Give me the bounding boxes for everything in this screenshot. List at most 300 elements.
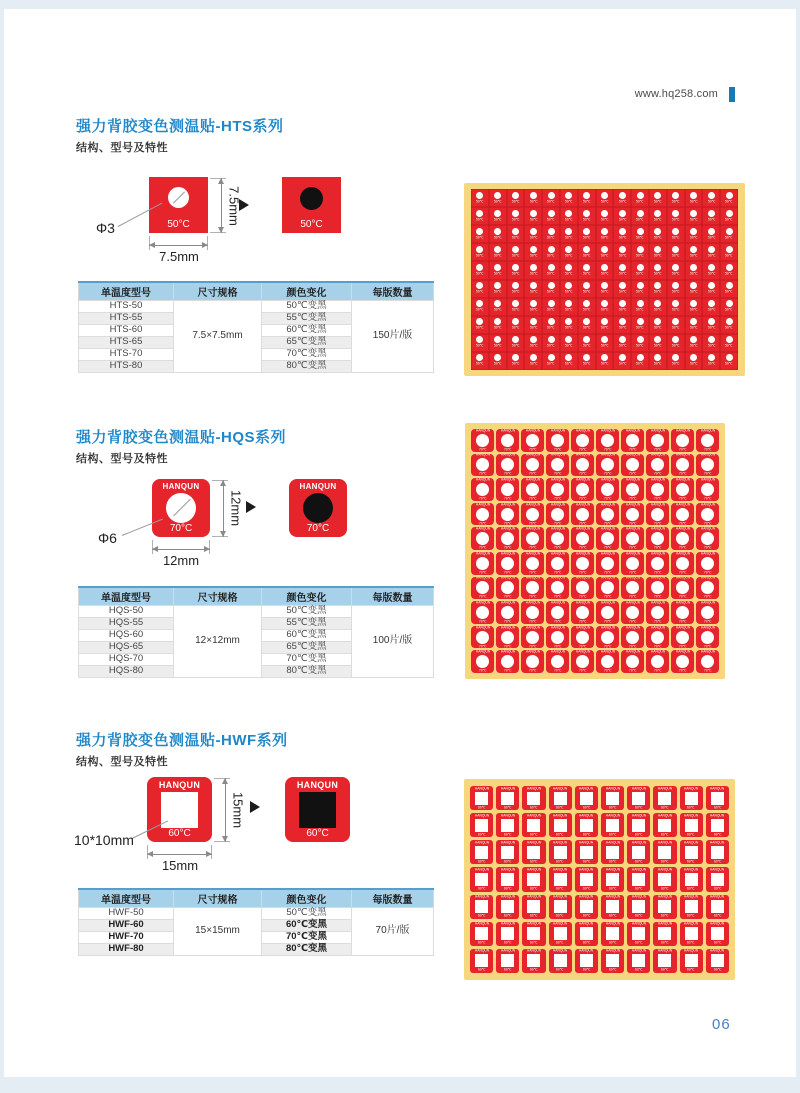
sticker-cell-temp: 70℃: [678, 448, 687, 452]
sticker-cell-temp: 70℃: [703, 669, 712, 673]
sticker-cell-temp: 50℃: [689, 308, 698, 312]
sticker-cell-window: [672, 192, 679, 199]
sticker-cell: [471, 225, 489, 243]
sticker-cell-temp: 50℃: [547, 236, 555, 240]
sticker-cell-brand: HANQUN: [657, 814, 673, 818]
sticker-cell-temp: 50℃: [494, 217, 502, 222]
sticker-cell-temp: 60℃: [687, 914, 695, 918]
sticker-cell: [496, 601, 519, 624]
sticker-cell: [596, 261, 614, 279]
sticker-cell-window: [565, 300, 572, 307]
sticker-cell-temp: 50℃: [672, 344, 680, 348]
qty-cell: 100片/版: [352, 605, 434, 677]
color-change-cell: 55℃变黑: [262, 617, 352, 629]
sticker-cell: [496, 454, 519, 477]
sticker-cell-window: [708, 354, 715, 361]
sticker-cell: [601, 786, 624, 810]
sticker-cell-brand: HANQUN: [625, 601, 640, 605]
sticker-cell-temp: 70℃: [528, 644, 537, 649]
qty-cell: 150片/版: [352, 300, 434, 372]
sticker-cell-temp: 70℃: [603, 571, 612, 575]
column-header: 尺寸规格: [174, 587, 262, 605]
sticker-cell-window: [583, 210, 590, 217]
sticker-cell-temp: 70℃: [478, 521, 487, 526]
sticker-cell-window: [651, 606, 664, 619]
sticker-cell-window: [601, 557, 614, 570]
sticker-cell: [496, 478, 519, 501]
sticker-cell-temp: 70℃: [703, 472, 712, 477]
sticker-cell: [653, 949, 676, 973]
sticker-cell-window: [476, 532, 489, 545]
spec-table-hts: [78, 281, 434, 373]
sticker-cell-window: [601, 458, 614, 471]
sticker-cell-window: [626, 655, 639, 668]
sticker-cell: [522, 786, 545, 810]
sticker-cell-window: [548, 336, 555, 343]
sticker-cell-window: [501, 606, 514, 619]
sticker-cell-window: [554, 954, 567, 967]
sticker-cell-temp: 70℃: [553, 472, 562, 477]
sticker-cell-window: [530, 210, 537, 217]
sticker-cell: [522, 949, 545, 973]
sticker-cell-temp: 60℃: [504, 887, 512, 891]
column-header: 颜色变化: [262, 282, 352, 300]
sticker-cell-temp: 50℃: [476, 308, 484, 312]
sticker-cell-window: [690, 336, 697, 343]
sticker-cell-brand: HANQUN: [475, 429, 490, 433]
sticker-cell-window: [551, 532, 564, 545]
sticker-cell-brand: HANQUN: [475, 552, 490, 556]
sticker-cell-temp: 50℃: [565, 272, 573, 276]
sticker-cell-brand: HANQUN: [625, 527, 640, 531]
sticker-cell-window: [530, 228, 537, 235]
sticker-cell-window: [494, 264, 501, 271]
sticker-cell-brand: HANQUN: [650, 502, 665, 507]
table-head: [79, 889, 434, 907]
sticker-cell-temp: 50℃: [636, 326, 644, 330]
sticker-cell-brand: HANQUN: [526, 841, 542, 845]
sticker-cell-temp: 50℃: [707, 362, 715, 367]
sticker-cell-temp: 50℃: [583, 362, 591, 367]
table-row: [79, 907, 434, 919]
sticker-cell-temp: 50℃: [689, 236, 698, 240]
hqs-brand-label: HANQUN: [162, 482, 200, 491]
sticker-cell-brand: HANQUN: [700, 502, 715, 507]
hwf-sticker-before: [147, 777, 212, 842]
sticker-cell-brand: HANQUN: [553, 814, 568, 818]
sticker-cell-window: [601, 655, 614, 668]
sticker-cell: [613, 316, 631, 334]
sticker-cell: [549, 949, 572, 973]
sticker-cell-temp: 70℃: [653, 497, 662, 501]
sticker-cell-temp: 70℃: [478, 620, 487, 624]
sticker-cell-window: [576, 631, 589, 644]
sticker-cell-brand: HANQUN: [625, 625, 640, 630]
sticker-cell-window: [501, 458, 514, 471]
color-change-cell: 50℃变黑: [262, 605, 352, 617]
spec-table-hqs: [78, 586, 434, 678]
sticker-cell-brand: HANQUN: [700, 478, 715, 482]
sticker-cell-brand: HANQUN: [684, 949, 699, 954]
sticker-cell-temp: 50℃: [725, 290, 733, 294]
sticker-cell-window: [551, 434, 564, 447]
sticker-cell-temp: 50℃: [529, 236, 537, 240]
sticker-cell-brand: HANQUN: [475, 576, 490, 581]
sticker-cell-brand: HANQUN: [625, 650, 640, 654]
sticker-cell-temp: 70℃: [603, 669, 612, 673]
column-header: 尺寸规格: [174, 282, 262, 300]
sticker-cell-temp: 70℃: [653, 595, 662, 600]
sticker-cell-temp: 60℃: [635, 941, 643, 945]
sticker-cell: [685, 298, 703, 316]
sticker-cell-window: [476, 336, 483, 343]
sticker-cell: [680, 840, 703, 864]
sticker-cell-brand: HANQUN: [675, 502, 690, 507]
sticker-cell-window: [501, 846, 514, 859]
sticker-cell: [471, 454, 494, 477]
sticker-cell-window: [658, 873, 671, 886]
sticker-cell: [649, 352, 667, 370]
sticker-cell-temp: 50℃: [476, 254, 484, 258]
sticker-cell-brand: HANQUN: [575, 650, 590, 654]
sticker-cell: [702, 334, 720, 352]
sticker-cell-temp: 50℃: [583, 308, 591, 312]
sticker-cell-window: [565, 228, 572, 235]
sticker-cell: [546, 601, 569, 624]
sticker-cell-window: [632, 846, 645, 859]
sticker-cell-temp: 70℃: [503, 644, 512, 649]
hts-sticker-temp-label-after: 50°C: [300, 219, 323, 230]
sticker-cell-temp: 70℃: [478, 546, 487, 550]
sticker-cell-brand: HANQUN: [475, 625, 490, 630]
sticker-cell: [578, 225, 596, 243]
sticker-cell: [627, 867, 650, 891]
sticker-cell-brand: HANQUN: [525, 453, 540, 458]
sticker-cell: [560, 225, 578, 243]
sticker-cell-brand: HANQUN: [700, 576, 715, 581]
sticker-cell: [720, 298, 738, 316]
sticker-cell-temp: 50℃: [636, 344, 644, 348]
sticker-cell-temp: 50℃: [600, 254, 609, 258]
sticker-cell-window: [551, 631, 564, 644]
sticker-cell-window: [685, 927, 698, 940]
sticker-cell-window: [685, 846, 698, 859]
sticker-cell: [646, 454, 669, 477]
sticker-cell: [507, 189, 525, 207]
sticker-cell-window: [530, 300, 537, 307]
sticker-cell: [549, 840, 572, 864]
sticker-cell: [627, 895, 650, 919]
sticker-cell: [571, 503, 594, 526]
sticker-cell-window: [726, 300, 733, 307]
sticker-cell-temp: 50℃: [654, 217, 662, 222]
sticker-cell: [496, 840, 519, 864]
sticker-cell-brand: HANQUN: [500, 895, 515, 899]
sticker-cell-window: [637, 192, 644, 199]
sticker-cell: [542, 243, 560, 261]
sticker-cell-temp: 60℃: [582, 941, 591, 945]
sticker-cell-window: [501, 581, 514, 594]
sticker-cell: [571, 429, 594, 452]
column-header: 单温度型号: [79, 889, 174, 907]
sticker-cell-window: [651, 458, 664, 471]
sticker-cell-temp: 50℃: [476, 272, 484, 276]
sticker-cell-temp: 50℃: [707, 236, 715, 240]
sticker-cell: [671, 429, 694, 452]
sticker-cell-temp: 70℃: [553, 546, 562, 550]
sticker-cell: [649, 225, 667, 243]
sticker-cell-brand: HANQUN: [500, 949, 515, 954]
sticker-cell-temp: 50℃: [476, 199, 484, 204]
sticker-cell-window: [651, 655, 664, 668]
sticker-cell-window: [676, 557, 689, 570]
sticker-cell: [521, 527, 544, 550]
sticker-cell-brand: HANQUN: [605, 868, 620, 872]
sticker-cell: [680, 895, 703, 919]
sticker-cell-temp: 60℃: [477, 860, 486, 864]
sticker-cell-window: [494, 246, 501, 253]
sticker-cell-temp: 70℃: [603, 472, 612, 477]
sticker-cell: [542, 352, 560, 370]
sticker-cell-brand: HANQUN: [525, 650, 540, 654]
sticker-cell-temp: 60℃: [687, 887, 695, 891]
sticker-cell-brand: HANQUN: [700, 601, 715, 605]
sticker-cell-temp: 50℃: [636, 362, 644, 367]
sticker-cell: [653, 922, 676, 946]
sticker-cell-window: [637, 318, 644, 325]
sticker-cell-temp: 50℃: [654, 236, 662, 240]
sticker-cell-window: [654, 336, 661, 343]
sticker-cell-window: [701, 557, 714, 570]
sticker-cell-temp: 50℃: [600, 362, 609, 367]
sticker-cell: [470, 813, 493, 837]
sticker-cell-brand: HANQUN: [579, 922, 594, 926]
sticker-cell-brand: HANQUN: [657, 895, 673, 899]
section-title-hts: 强力背胶变色测温贴-HTS系列: [76, 118, 284, 135]
sticker-cell-brand: HANQUN: [684, 922, 699, 926]
sticker-cell: [613, 334, 631, 352]
header-row: [79, 889, 434, 907]
sticker-cell-brand: HANQUN: [500, 868, 515, 872]
sticker-cell-brand: HANQUN: [650, 625, 665, 630]
sticker-cell-temp: 50℃: [583, 272, 591, 276]
sticker-cell-window: [551, 606, 564, 619]
sticker-cell-temp: 50℃: [618, 236, 626, 240]
sticker-cell-window: [711, 954, 724, 967]
sticker-cell-window: [637, 210, 644, 217]
sticker-cell-temp: 50℃: [565, 290, 573, 294]
sticker-cell-temp: 70℃: [478, 472, 487, 477]
sticker-cell-temp: 50℃: [654, 362, 662, 367]
model-cell: HQS-60: [79, 629, 174, 641]
sticker-cell: [601, 840, 624, 864]
sticker-cell: [560, 243, 578, 261]
sticker-cell-temp: 50℃: [529, 199, 537, 204]
sticker-cell-temp: 60℃: [530, 805, 538, 810]
sticker-cell-temp: 70℃: [653, 448, 662, 452]
hwf-brand-label: HANQUN: [158, 780, 201, 790]
sticker-cell-window: [658, 792, 671, 805]
sticker-cell: [542, 189, 560, 207]
table-head: [79, 282, 434, 300]
sticker-cell-brand: HANQUN: [631, 949, 646, 954]
sticker-cell-window: [701, 581, 714, 594]
header-row: [79, 587, 434, 605]
sticker-cell: [521, 601, 544, 624]
sticker-cell: [621, 527, 644, 550]
sticker-cell: [685, 316, 703, 334]
sticker-cell: [667, 280, 685, 298]
sticker-cell-window: [626, 458, 639, 471]
sticker-cell-temp: 50℃: [476, 290, 484, 294]
sticker-cell: [627, 786, 650, 810]
table-head: [79, 587, 434, 605]
sticker-cell: [649, 207, 667, 225]
sticker-cell-temp: 70℃: [603, 595, 612, 600]
sticker-cell: [596, 298, 614, 316]
sticker-cell: [706, 949, 729, 973]
sticker-cell-temp: 50℃: [583, 254, 591, 258]
sticker-cell-brand: HANQUN: [684, 814, 699, 818]
sticker-cell-window: [554, 792, 567, 805]
sticker-cell-temp: 60℃: [635, 833, 643, 837]
column-header: 每版数量: [352, 282, 434, 300]
sticker-cell-temp: 60℃: [661, 860, 669, 864]
sticker-cell-window: [476, 606, 489, 619]
sticker-cell-brand: HANQUN: [550, 527, 565, 531]
sticker-cell: [621, 577, 644, 600]
sticker-cell-window: [726, 192, 733, 199]
sticker-cell-window: [583, 300, 590, 307]
column-header: 颜色变化: [262, 587, 352, 605]
sticker-cell: [560, 298, 578, 316]
color-change-cell: 70℃变黑: [262, 348, 352, 360]
sticker-cell: [560, 316, 578, 334]
height-dimension-line: [223, 480, 224, 537]
sticker-cell: [696, 577, 719, 600]
sticker-cell-temp: 60℃: [687, 833, 695, 837]
sticker-cell-brand: HANQUN: [474, 949, 489, 954]
sticker-cell-window: [501, 792, 514, 805]
height-dimension-label: 7.5mm: [226, 186, 242, 226]
sticker-cell-temp: 50℃: [707, 272, 715, 276]
sticker-cell-temp: 70℃: [653, 644, 662, 649]
sticker-cell: [621, 626, 644, 649]
sticker-cell-temp: 70℃: [553, 644, 562, 649]
hqs-sticker-before: [152, 479, 210, 537]
sticker-cell: [471, 334, 489, 352]
sticker-cell: [546, 503, 569, 526]
sticker-cell: [631, 298, 649, 316]
sticker-cell-temp: 60℃: [556, 941, 564, 945]
sticker-cell-brand: HANQUN: [700, 527, 715, 531]
sticker-cell-temp: 60℃: [635, 968, 643, 973]
sticker-cell: [575, 786, 598, 810]
sticker-cell-window: [548, 192, 555, 199]
sticker-cell-window: [580, 900, 593, 913]
sticker-cell-window: [526, 606, 539, 619]
sticker-cell: [621, 552, 644, 575]
sticker-cell-temp: 70℃: [653, 620, 662, 624]
sticker-cell: [596, 527, 619, 550]
sticker-cell-window: [548, 300, 555, 307]
sticker-cell-window: [626, 434, 639, 447]
sticker-cell: [596, 650, 619, 673]
sticker-cell-temp: 50℃: [672, 217, 680, 222]
sticker-cell-temp: 70℃: [703, 448, 712, 452]
sticker-cell: [522, 840, 545, 864]
sticker-cell-brand: HANQUN: [500, 527, 515, 531]
sticker-cell-temp: 60℃: [477, 941, 486, 945]
sticker-cell-brand: HANQUN: [553, 786, 568, 791]
sticker-cell-window: [726, 210, 733, 217]
sticker-cell-temp: 50℃: [672, 308, 680, 312]
sticker-cell-brand: HANQUN: [650, 453, 665, 458]
sticker-cell: [596, 429, 619, 452]
sticker-cell-window: [690, 192, 697, 199]
sticker-cell: [489, 352, 507, 370]
sticker-cell: [667, 298, 685, 316]
sticker-cell: [631, 352, 649, 370]
sticker-cell-window: [626, 631, 639, 644]
sticker-cell-brand: HANQUN: [553, 841, 568, 845]
sticker-cell: [542, 298, 560, 316]
sticker-cell-window: [548, 228, 555, 235]
sticker-cell-temp: 60℃: [635, 914, 643, 918]
sticker-cell-window: [632, 927, 645, 940]
sticker-cell-temp: 60℃: [608, 968, 617, 973]
sticker-cell-window: [626, 606, 639, 619]
sticker-cell: [671, 478, 694, 501]
sticker-cell-window: [551, 557, 564, 570]
sticker-cell: [596, 478, 619, 501]
sticker-cell-window: [576, 508, 589, 521]
sticker-cell-brand: HANQUN: [650, 527, 665, 531]
sticker-cell-window: [601, 282, 608, 289]
sticker-cell-temp: 70℃: [478, 595, 487, 600]
sticker-cell-temp: 70℃: [553, 620, 562, 624]
sticker-cell-temp: 50℃: [725, 199, 733, 204]
sticker-cell-window: [526, 483, 539, 496]
sticker-cell-temp: 50℃: [494, 290, 502, 294]
spec-table-hwf: [78, 888, 434, 956]
sticker-cell: [613, 207, 631, 225]
sticker-cell-brand: HANQUN: [550, 502, 565, 507]
sticker-cell-window: [637, 282, 644, 289]
sticker-cell-temp: 70℃: [528, 521, 537, 526]
sticker-cell-temp: 60℃: [504, 805, 512, 810]
sticker-cell-window: [476, 318, 483, 325]
sticker-cell-temp: 50℃: [529, 362, 537, 367]
sticker-cell: [631, 334, 649, 352]
sticker-cell-window: [476, 631, 489, 644]
sticker-cell: [671, 552, 694, 575]
sticker-cell: [471, 316, 489, 334]
sticker-cell-temp: 50℃: [636, 254, 644, 258]
model-cell: HWF-60: [79, 919, 174, 931]
sticker-cell-temp: 70℃: [628, 571, 637, 575]
sticker-cell-window: [690, 300, 697, 307]
sticker-cell: [596, 577, 619, 600]
sticker-cell-window: [527, 846, 540, 859]
sticker-cell-temp: 50℃: [494, 308, 502, 312]
sticker-cell-temp: 60℃: [608, 887, 617, 891]
sticker-cell-window: [690, 318, 697, 325]
sticker-cell-temp: 50℃: [672, 272, 680, 276]
sticker-cell: [720, 243, 738, 261]
model-cell: HTS-80: [79, 360, 174, 372]
sticker-cell-temp: 50℃: [725, 308, 733, 312]
